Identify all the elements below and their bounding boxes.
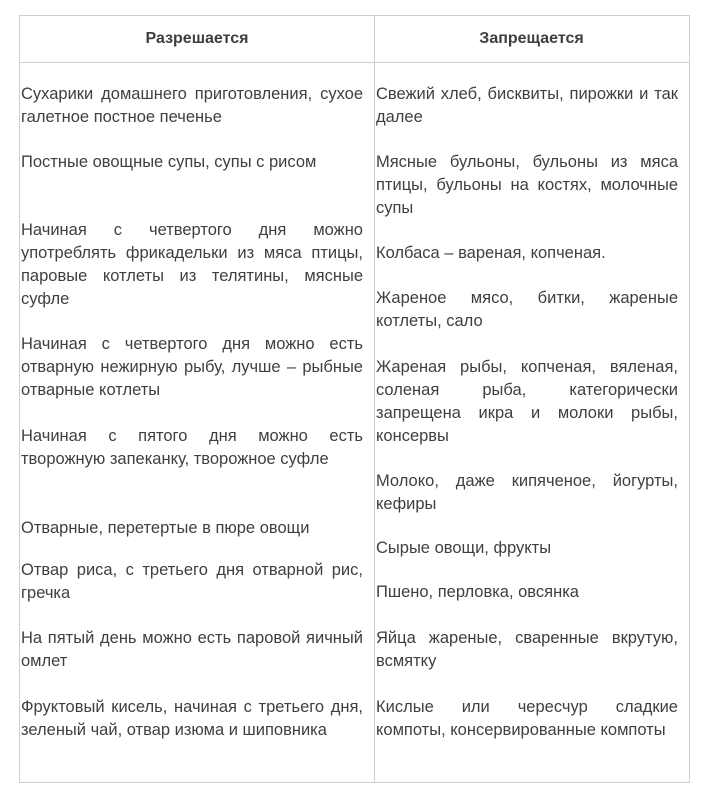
allowed-item: Начиная с четвертого дня можно есть отварную нежирную рыбу, лучше – рыбные отварные котлеты (21, 335, 363, 399)
forbidden-item: Жареное мясо, битки, жареные котлеты, сало (376, 289, 678, 330)
forbidden-item: Молоко, даже кипяченое, йогурты, кефиры (376, 472, 678, 513)
forbidden-item: Пшено, перловка, овсянка (376, 583, 579, 601)
allowed-column (20, 63, 374, 782)
allowed-item: На пятый день можно есть паровой яичный омлет (21, 629, 363, 670)
diet-table (19, 15, 690, 783)
table-header-row (20, 16, 689, 63)
forbidden-item: Свежий хлеб, бисквиты, пирожки и так далее (376, 85, 678, 126)
forbidden-item: Кислые или чересчур сладкие компоты, консервированные компоты (376, 698, 678, 739)
forbidden-column (375, 63, 690, 782)
header-allowed: Разрешается (145, 30, 249, 47)
allowed-item: Начиная с четвертого дня можно употреблять фрикадельки из мяса птицы, паровые котлеты из телятины, мясные суфле (21, 221, 363, 308)
allowed-item: Сухарики домашнего приготовления, сухое галетное постное печенье (21, 85, 363, 126)
allowed-item: Постные овощные супы, супы с рисом (21, 153, 317, 171)
forbidden-item: Жареная рыбы, копченая, вяленая, соленая рыба, категорически запрещена икра и молоки рыбы, консервы (376, 358, 678, 445)
allowed-item: Фруктовый кисель, начиная с третьего дня, зеленый чай, отвар изюма и шиповника (21, 698, 363, 739)
header-forbidden: Запрещается (479, 30, 584, 47)
forbidden-item: Яйца жареные, сваренные вкрутую, всмятку (376, 629, 678, 670)
allowed-item: Отварные, перетертые в пюре овощи (21, 519, 310, 537)
forbidden-item: Колбаса – вареная, копченая. (376, 244, 606, 262)
allowed-item: Отвар риса, с третьего дня отварной рис, гречка (21, 561, 363, 602)
allowed-item: Начиная с пятого дня можно есть творожную запеканку, творожное суфле (21, 427, 363, 468)
forbidden-item: Мясные бульоны, бульоны из мяса птицы, бульоны на костях, молочные супы (376, 153, 678, 217)
forbidden-item: Сырые овощи, фрукты (376, 539, 552, 557)
